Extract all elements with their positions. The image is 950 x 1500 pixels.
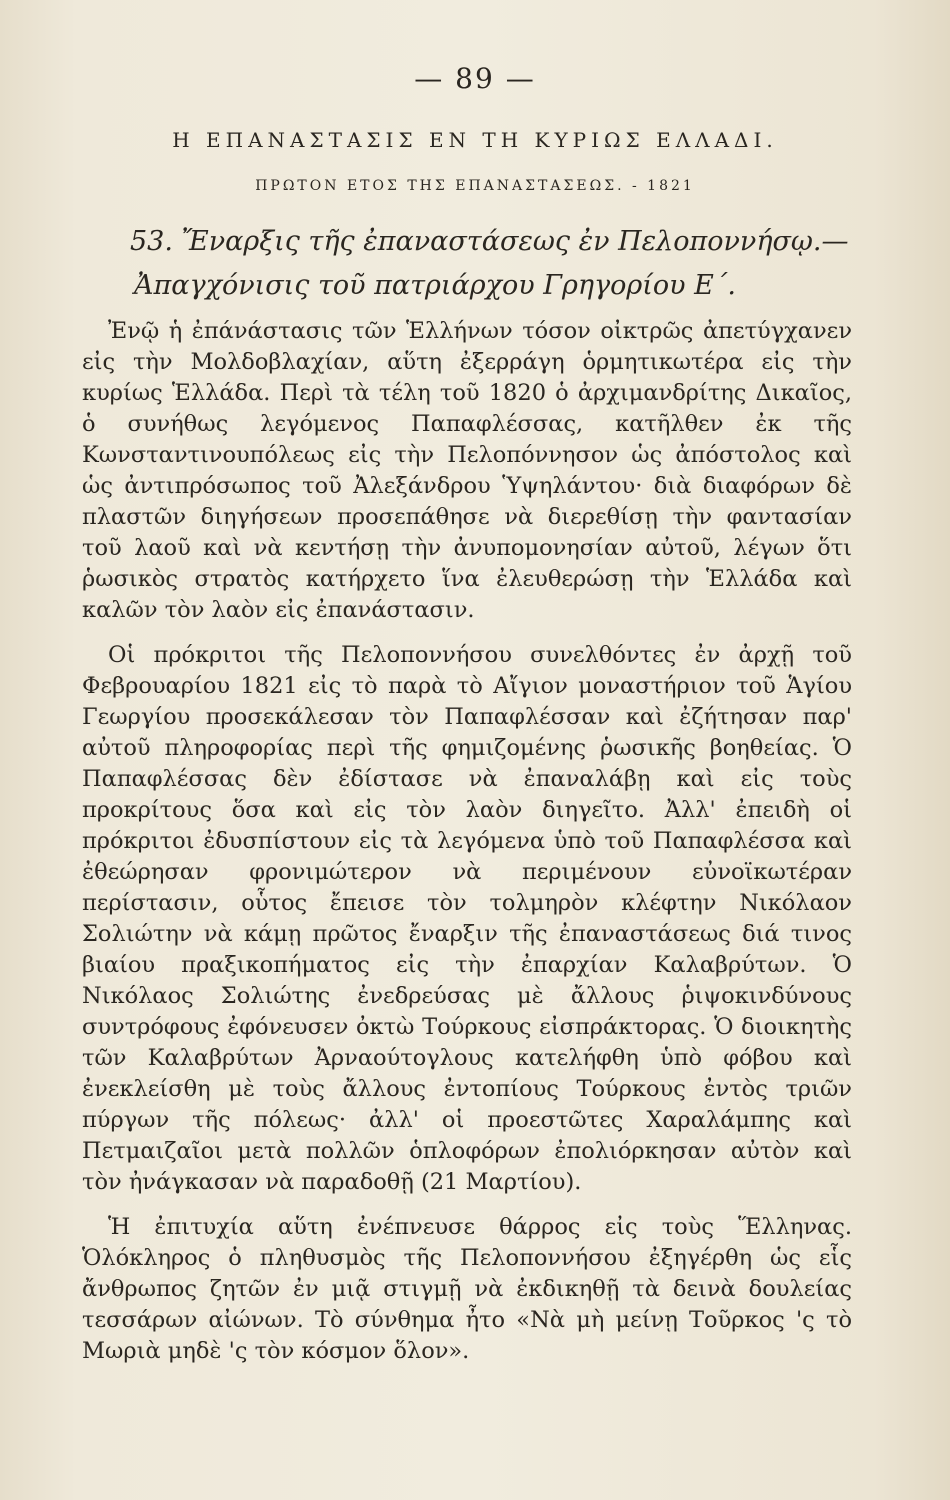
body-text [82,316,852,1381]
paragraph-3: Ἡ ἐπιτυχία αὕτη ἐνέπνευσε θάρρος εἰς τοὺς Ἕλληνας. Ὁλόκληρος ὁ πληθυσμὸς τῆς Πελοποννήσου ἐξηγέρθη ὡς εἷς ἄνθρωπος ζητῶν ἐν μιᾷ στιγμῇ νὰ ἐκδικηθῇ τὰ δεινὰ δουλείας τεσσάρων αἰώνων. Τὸ σύνθημα ἦτο «Νὰ μὴ μείνῃ Τοῦρκος 'ς τὸ Μωριὰ μηδὲ 'ς τὸν κόσμον ὅλον». [82,1214,852,1364]
running-head: Η ΕΠΑΝΑΣΤΑΣΙΣ ΕΝ ΤΗ ΚΥΡΙΩΣ ΕΛΛΑΔΙ. [172,128,778,152]
chapter-heading-line-2: Ἀπαγχόνισις τοῦ πατριάρχου Γρηγορίου Ε΄. [134,270,736,301]
page-number: — 89 — [414,62,536,95]
chapter-heading [130,220,850,308]
section-subheading: ΠΡΩΤΟΝ ΕΤΟΣ ΤΗΣ ΕΠΑΝΑΣΤΑΣΕΩΣ. - 1821 [255,178,695,194]
chapter-heading-line-1: 53. Ἔναρξις τῆς ἐπαναστάσεως ἐν Πελοποννήσῳ.— [130,226,849,257]
paragraph-2: Οἱ πρόκριτοι τῆς Πελοποννήσου συνελθόντες ἐν ἀρχῇ τοῦ Φεβρουαρίου 1821 εἰς τὸ παρὰ τὸ Αἴγιον μοναστήριον τοῦ Ἁγίου Γεωργίου προσεκάλεσαν τὸν Παπαφλέσσαν καὶ ἐζήτησαν παρ' αὐτοῦ πληροφορίας περὶ τῆς φημιζομένης ῥωσικῆς βοηθείας. Ὁ Παπαφλέσσας δὲν ἐδίστασε νὰ ἐπαναλάβῃ καὶ εἰς τοὺς προκρίτους ὅσα καὶ εἰς τὸν λαὸν διηγεῖτο. Ἀλλ' ἐπειδὴ οἱ πρόκριτοι ἐδυσπίστουν εἰς τὰ λεγόμενα ὑπὸ τοῦ Παπαφλέσσα καὶ ἐθεώρησαν φρονιμώτερον νὰ περιμένουν εὐνοϊκωτέραν περίστασιν, οὗτος ἔπεισε τὸν τολμηρὸν κλέφτην Νικόλαον Σολιώτην νὰ κάμῃ πρῶτος ἔναρξιν τῆς ἐπαναστάσεως διά τινος βιαίου πραξικοπήματος εἰς τὴν ἐπαρχίαν Καλαβρύτων. Ὁ Νικόλαος Σολιώτης ἐνεδρεύσας μὲ ἄλλους ῥιψοκινδύνους συντρόφους ἐφόνευσεν ὀκτὼ Τούρκους εἰσπράκτορας. Ὁ διοικητὴς τῶν Καλαβρύτων Ἀρναούτογλους κατελήφθη ὑπὸ φόβου καὶ ἐνεκλείσθη μὲ τοὺς ἄλλους ἐντοπίους Τούρκους ἐντὸς τριῶν πύργων τῆς πόλεως· ἀλλ' οἱ προεστῶτες Χαραλάμπης καὶ Πετμαιζαῖοι μετὰ πολλῶν ὁπλοφόρων ἐπολιόρκησαν αὐτὸν καὶ τὸν ἠνάγκασαν νὰ παραδοθῇ (21 Μαρτίου). [82,642,852,1195]
paragraph-1: Ἐνῷ ἡ ἐπάνάστασις τῶν Ἑλλήνων τόσον οἰκτρῶς ἀπετύγχανεν εἰς τὴν Μολδοβλαχίαν, αὕτη ἐξερράγη ὁρμητικωτέρα εἰς τὴν κυρίως Ἑλλάδα. Περὶ τὰ τέλη τοῦ 1820 ὁ ἀρχιμανδρίτης Δικαῖος, ὁ συνήθως λεγόμενος Παπαφλέσσας, κατῆλθεν ἐκ τῆς Κωνσταντινουπόλεως εἰς τὴν Πελοπόννησον ὡς ἀπόστολος καὶ ὡς ἀντιπρόσωπος τοῦ Ἀλεξάνδρου Ὑψηλάντου· διὰ διαφόρων δὲ πλαστῶν διηγήσεων προσεπάθησε νὰ διερεθίσῃ τὴν φαντασίαν τοῦ λαοῦ καὶ νὰ κεντήσῃ τὴν ἀνυπομονησίαν αὐτοῦ, λέγων ὅτι ῥωσικὸς στρατὸς κατήρχετο ἵνα ἐλευθερώσῃ τὴν Ἑλλάδα καὶ καλῶν τὸν λαὸν εἰς ἐπανάστασιν. [82,318,852,623]
